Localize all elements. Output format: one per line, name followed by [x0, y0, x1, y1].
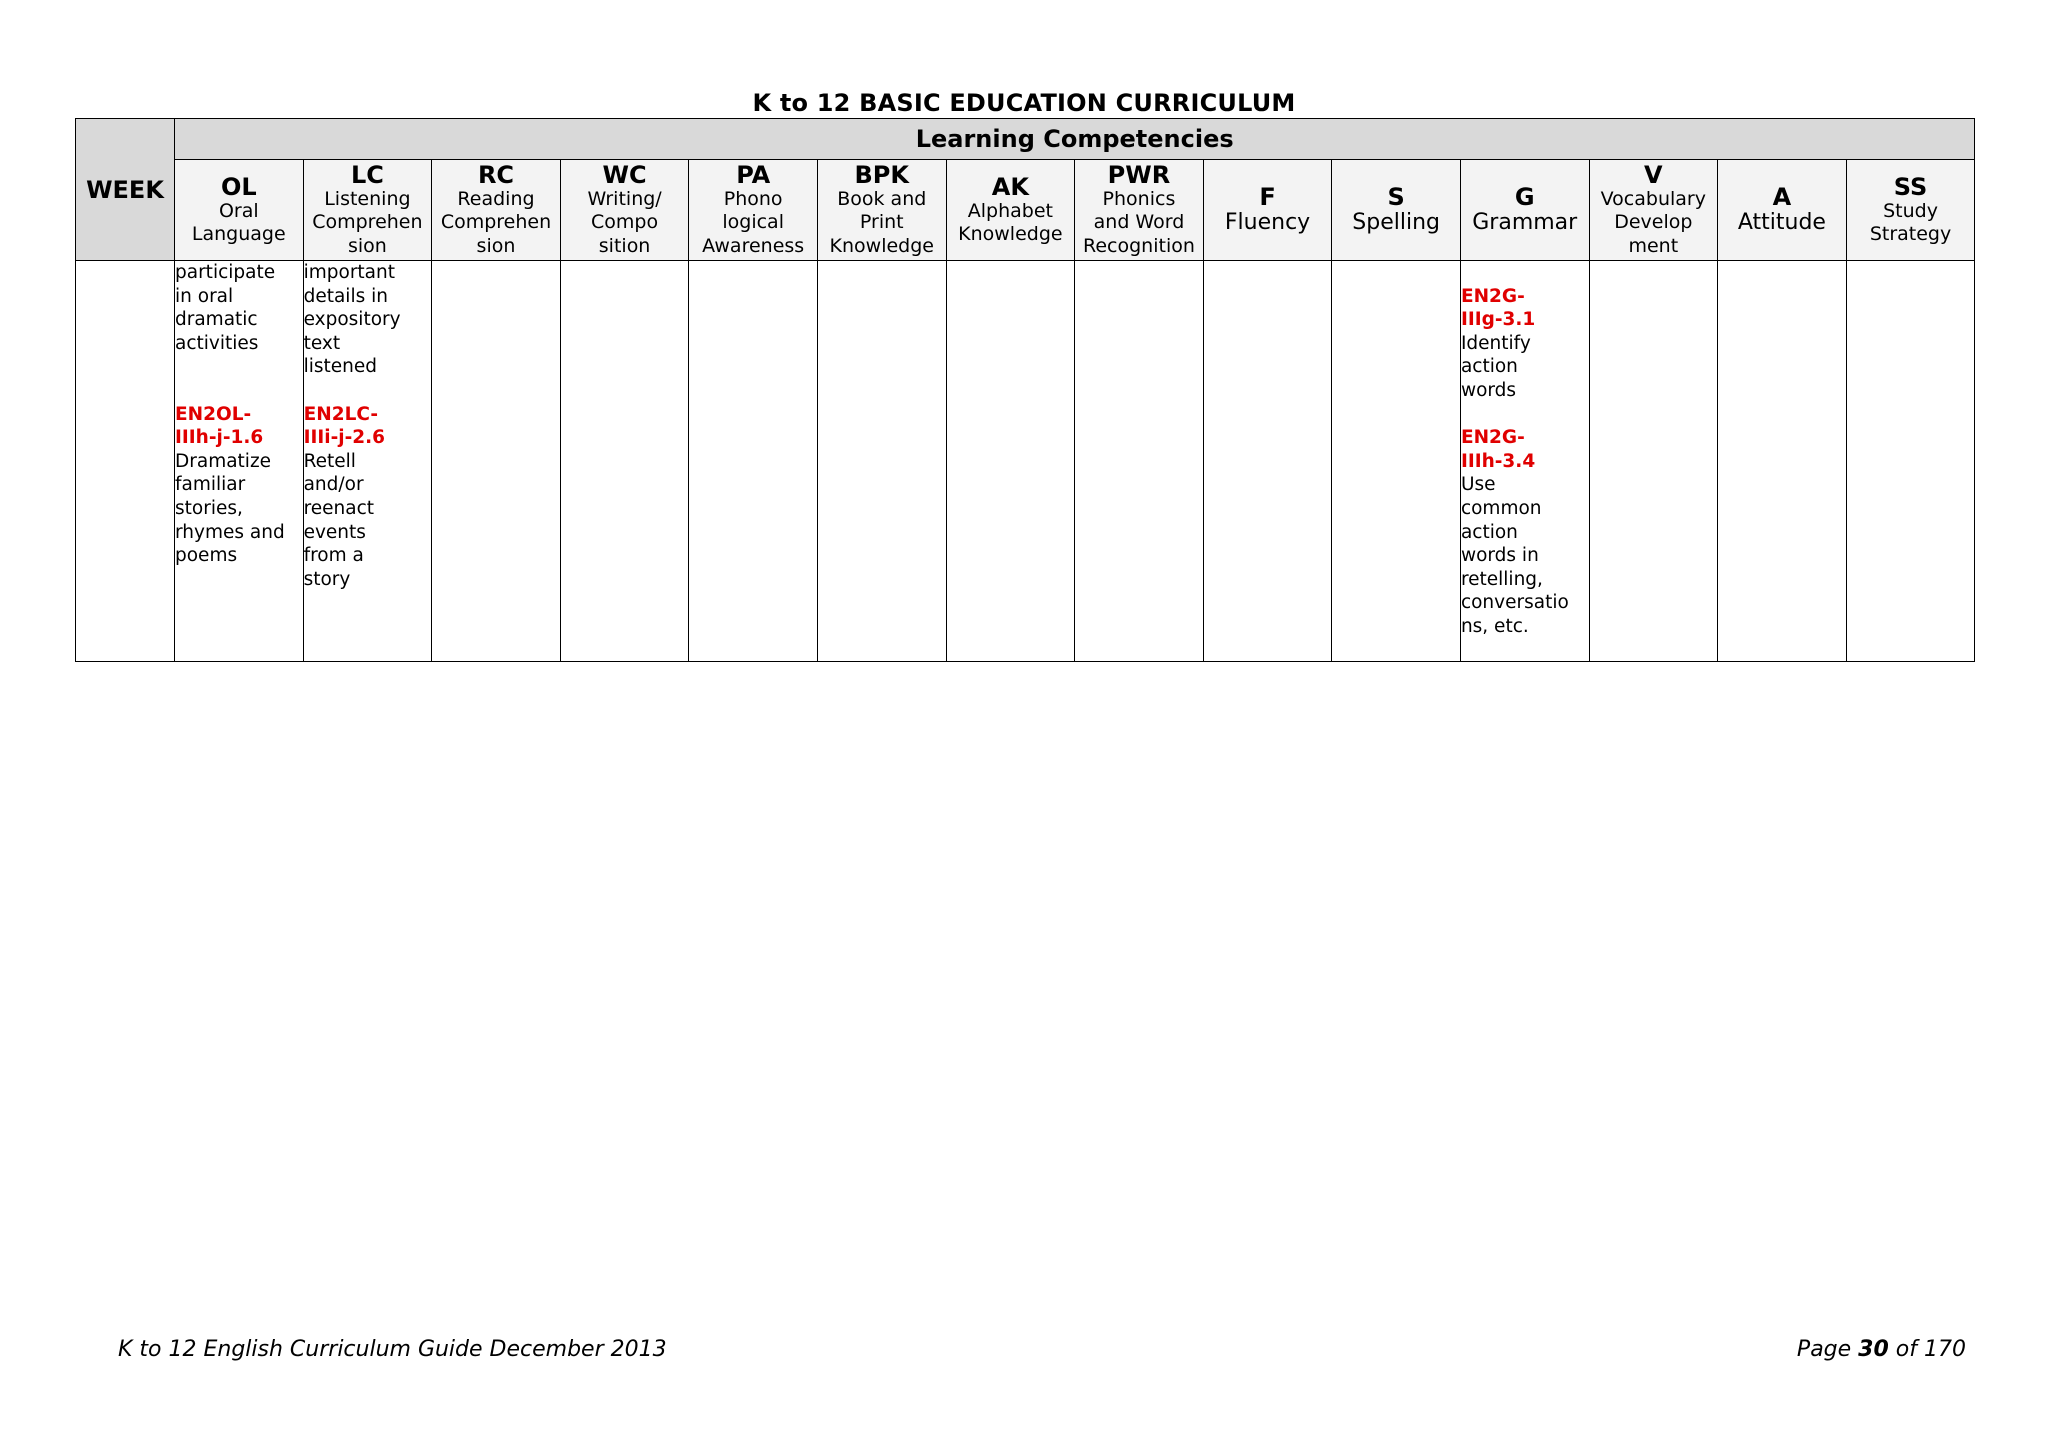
cell-text-line: from a: [303, 545, 364, 567]
footer-page-number: [1797, 1336, 1966, 1364]
col-label-line: Listening: [324, 187, 411, 210]
cell-g: [1460, 261, 1589, 662]
cell-text-line: activities: [175, 332, 259, 354]
col-label-line: Comprehen: [440, 211, 552, 234]
cell-text-line: Retell: [303, 450, 356, 472]
col-label-line: sion: [347, 234, 387, 257]
cell-text-line: in oral: [175, 285, 234, 307]
col-label-line: Comprehen: [312, 211, 423, 234]
col-label-line: Develop: [1614, 211, 1693, 234]
col-label-line: Grammar: [1472, 210, 1578, 235]
col-header-lc: [303, 160, 432, 261]
col-label-line: and Word: [1093, 211, 1185, 234]
cell-week: [76, 261, 175, 662]
col-label-line: Recognition: [1083, 234, 1195, 257]
col-header-pwr: [1075, 160, 1204, 261]
col-label-line: Spelling: [1352, 210, 1440, 235]
cell-text-line: poems: [175, 545, 238, 567]
col-code: RC: [477, 160, 515, 189]
col-label-line: Knowledge: [958, 223, 1063, 245]
col-header-f: [1203, 160, 1332, 261]
learning-competencies-header: Learning Competencies: [175, 119, 1975, 160]
cell-bpk: [817, 261, 946, 662]
col-label-line: Vocabulary: [1600, 187, 1706, 210]
col-label-line: Oral: [218, 199, 259, 222]
cell-text-line: retelling,: [1460, 568, 1543, 590]
col-code: LC: [350, 160, 384, 189]
col-code: G: [1514, 183, 1535, 211]
cell-ss: [1846, 261, 1975, 662]
col-code: OL: [220, 172, 257, 201]
cell-pa: [689, 261, 818, 662]
col-code: PA: [736, 160, 771, 189]
cell-a: [1718, 261, 1847, 662]
col-label-line: Study: [1883, 199, 1938, 222]
competency-code: EN2LC-: [303, 403, 379, 425]
col-label-line: Writing/: [587, 187, 662, 210]
cell-lc: [303, 261, 432, 662]
cell-wc: [560, 261, 689, 662]
col-header-g: [1460, 160, 1589, 261]
col-label-line: Language: [191, 223, 286, 245]
cell-rc: [432, 261, 561, 662]
col-label-line: Attitude: [1737, 210, 1826, 235]
cell-text-line: listened: [303, 356, 377, 378]
col-code: SS: [1893, 172, 1928, 201]
cell-text-line: rhymes and: [175, 521, 285, 543]
col-code: BPK: [854, 160, 909, 189]
cell-text-line: stories,: [175, 497, 243, 519]
col-header-bpk: [817, 160, 946, 261]
cell-ol: [175, 261, 304, 662]
cell-pwr: [1075, 261, 1204, 662]
col-code: V: [1644, 160, 1663, 189]
cell-text-line: text: [303, 332, 341, 354]
col-label-line: Awareness: [702, 234, 805, 257]
cell-text-line: ns, etc.: [1460, 615, 1529, 637]
cell-text-line: and/or: [303, 474, 364, 496]
col-label-line: Print: [859, 211, 904, 234]
footer-guide-title: K to 12 English Curriculum Guide December 2013: [118, 1337, 667, 1362]
col-label-line: Compo: [591, 211, 659, 234]
page-number: 30: [1858, 1337, 1889, 1362]
col-code: F: [1259, 183, 1276, 211]
cell-text-line: common: [1460, 497, 1542, 519]
page-prefix: Page: [1796, 1337, 1852, 1362]
col-label-line: ment: [1628, 234, 1679, 257]
cell-v: [1589, 261, 1718, 662]
col-header-ak: [946, 160, 1075, 261]
cell-text-line: action: [1460, 521, 1518, 543]
col-code: A: [1772, 183, 1792, 211]
col-label-line: Phono: [723, 187, 783, 210]
competency-code: EN2G-: [1460, 427, 1525, 449]
week-header: WEEK: [76, 119, 175, 261]
cell-text-line: action: [1460, 356, 1518, 378]
competency-code: EN2G-: [1460, 285, 1525, 307]
cell-ak: [946, 261, 1075, 662]
col-code: PWR: [1107, 160, 1171, 189]
cell-text-line: conversatio: [1460, 592, 1569, 614]
page-total: of 170: [1895, 1337, 1966, 1362]
col-header-v: [1589, 160, 1718, 261]
col-label-line: sition: [598, 234, 651, 257]
learning-competencies-table: [75, 118, 1975, 662]
col-header-s: [1332, 160, 1461, 261]
competency-code: IIIi-j-2.6: [303, 427, 386, 449]
col-label-line: Reading: [457, 187, 535, 210]
col-label-line: Strategy: [1869, 223, 1952, 245]
col-code: AK: [991, 172, 1029, 201]
cell-text-line: dramatic: [175, 309, 258, 331]
competency-code: IIIh-j-1.6: [175, 427, 264, 449]
competency-code: IIIg-3.1: [1460, 309, 1536, 331]
col-label-line: logical: [722, 211, 784, 234]
col-header-ss: [1846, 160, 1975, 261]
cell-text-line: Identify: [1460, 332, 1531, 354]
cell-text-line: Dramatize: [175, 450, 272, 472]
cell-text-line: events: [303, 521, 366, 543]
cell-text-line: words: [1460, 379, 1517, 401]
col-label-line: Knowledge: [829, 234, 934, 257]
col-header-wc: [560, 160, 689, 261]
document-title: K to 12 BASIC EDUCATION CURRICULUM: [752, 89, 1296, 117]
cell-text-line: familiar: [175, 474, 246, 496]
col-header-rc: [432, 160, 561, 261]
col-label-line: Fluency: [1224, 210, 1311, 235]
cell-text-line: Use: [1460, 474, 1496, 496]
col-label-line: sion: [476, 234, 516, 257]
col-label-line: Alphabet: [967, 199, 1053, 222]
cell-f: [1203, 261, 1332, 662]
competency-code: EN2OL-: [175, 403, 252, 425]
cell-s: [1332, 261, 1461, 662]
cell-text-line: expository: [303, 309, 401, 331]
col-header-a: [1718, 160, 1847, 261]
cell-text-line: participate: [175, 262, 276, 283]
cell-text-line: details in: [303, 285, 388, 307]
col-label-line: Phonics: [1102, 187, 1176, 210]
cell-text-line: story: [303, 568, 351, 590]
col-header-pa: [689, 160, 818, 261]
table-row: [76, 261, 1975, 662]
cell-text-line: reenact: [303, 497, 375, 519]
col-code: S: [1387, 183, 1405, 211]
col-label-line: Book and: [837, 187, 927, 210]
col-code: WC: [602, 160, 647, 189]
competency-code: IIIh-3.4: [1460, 450, 1536, 472]
cell-text-line: words in: [1460, 545, 1539, 567]
cell-text-line: important: [303, 262, 395, 283]
col-header-ol: [175, 160, 304, 261]
